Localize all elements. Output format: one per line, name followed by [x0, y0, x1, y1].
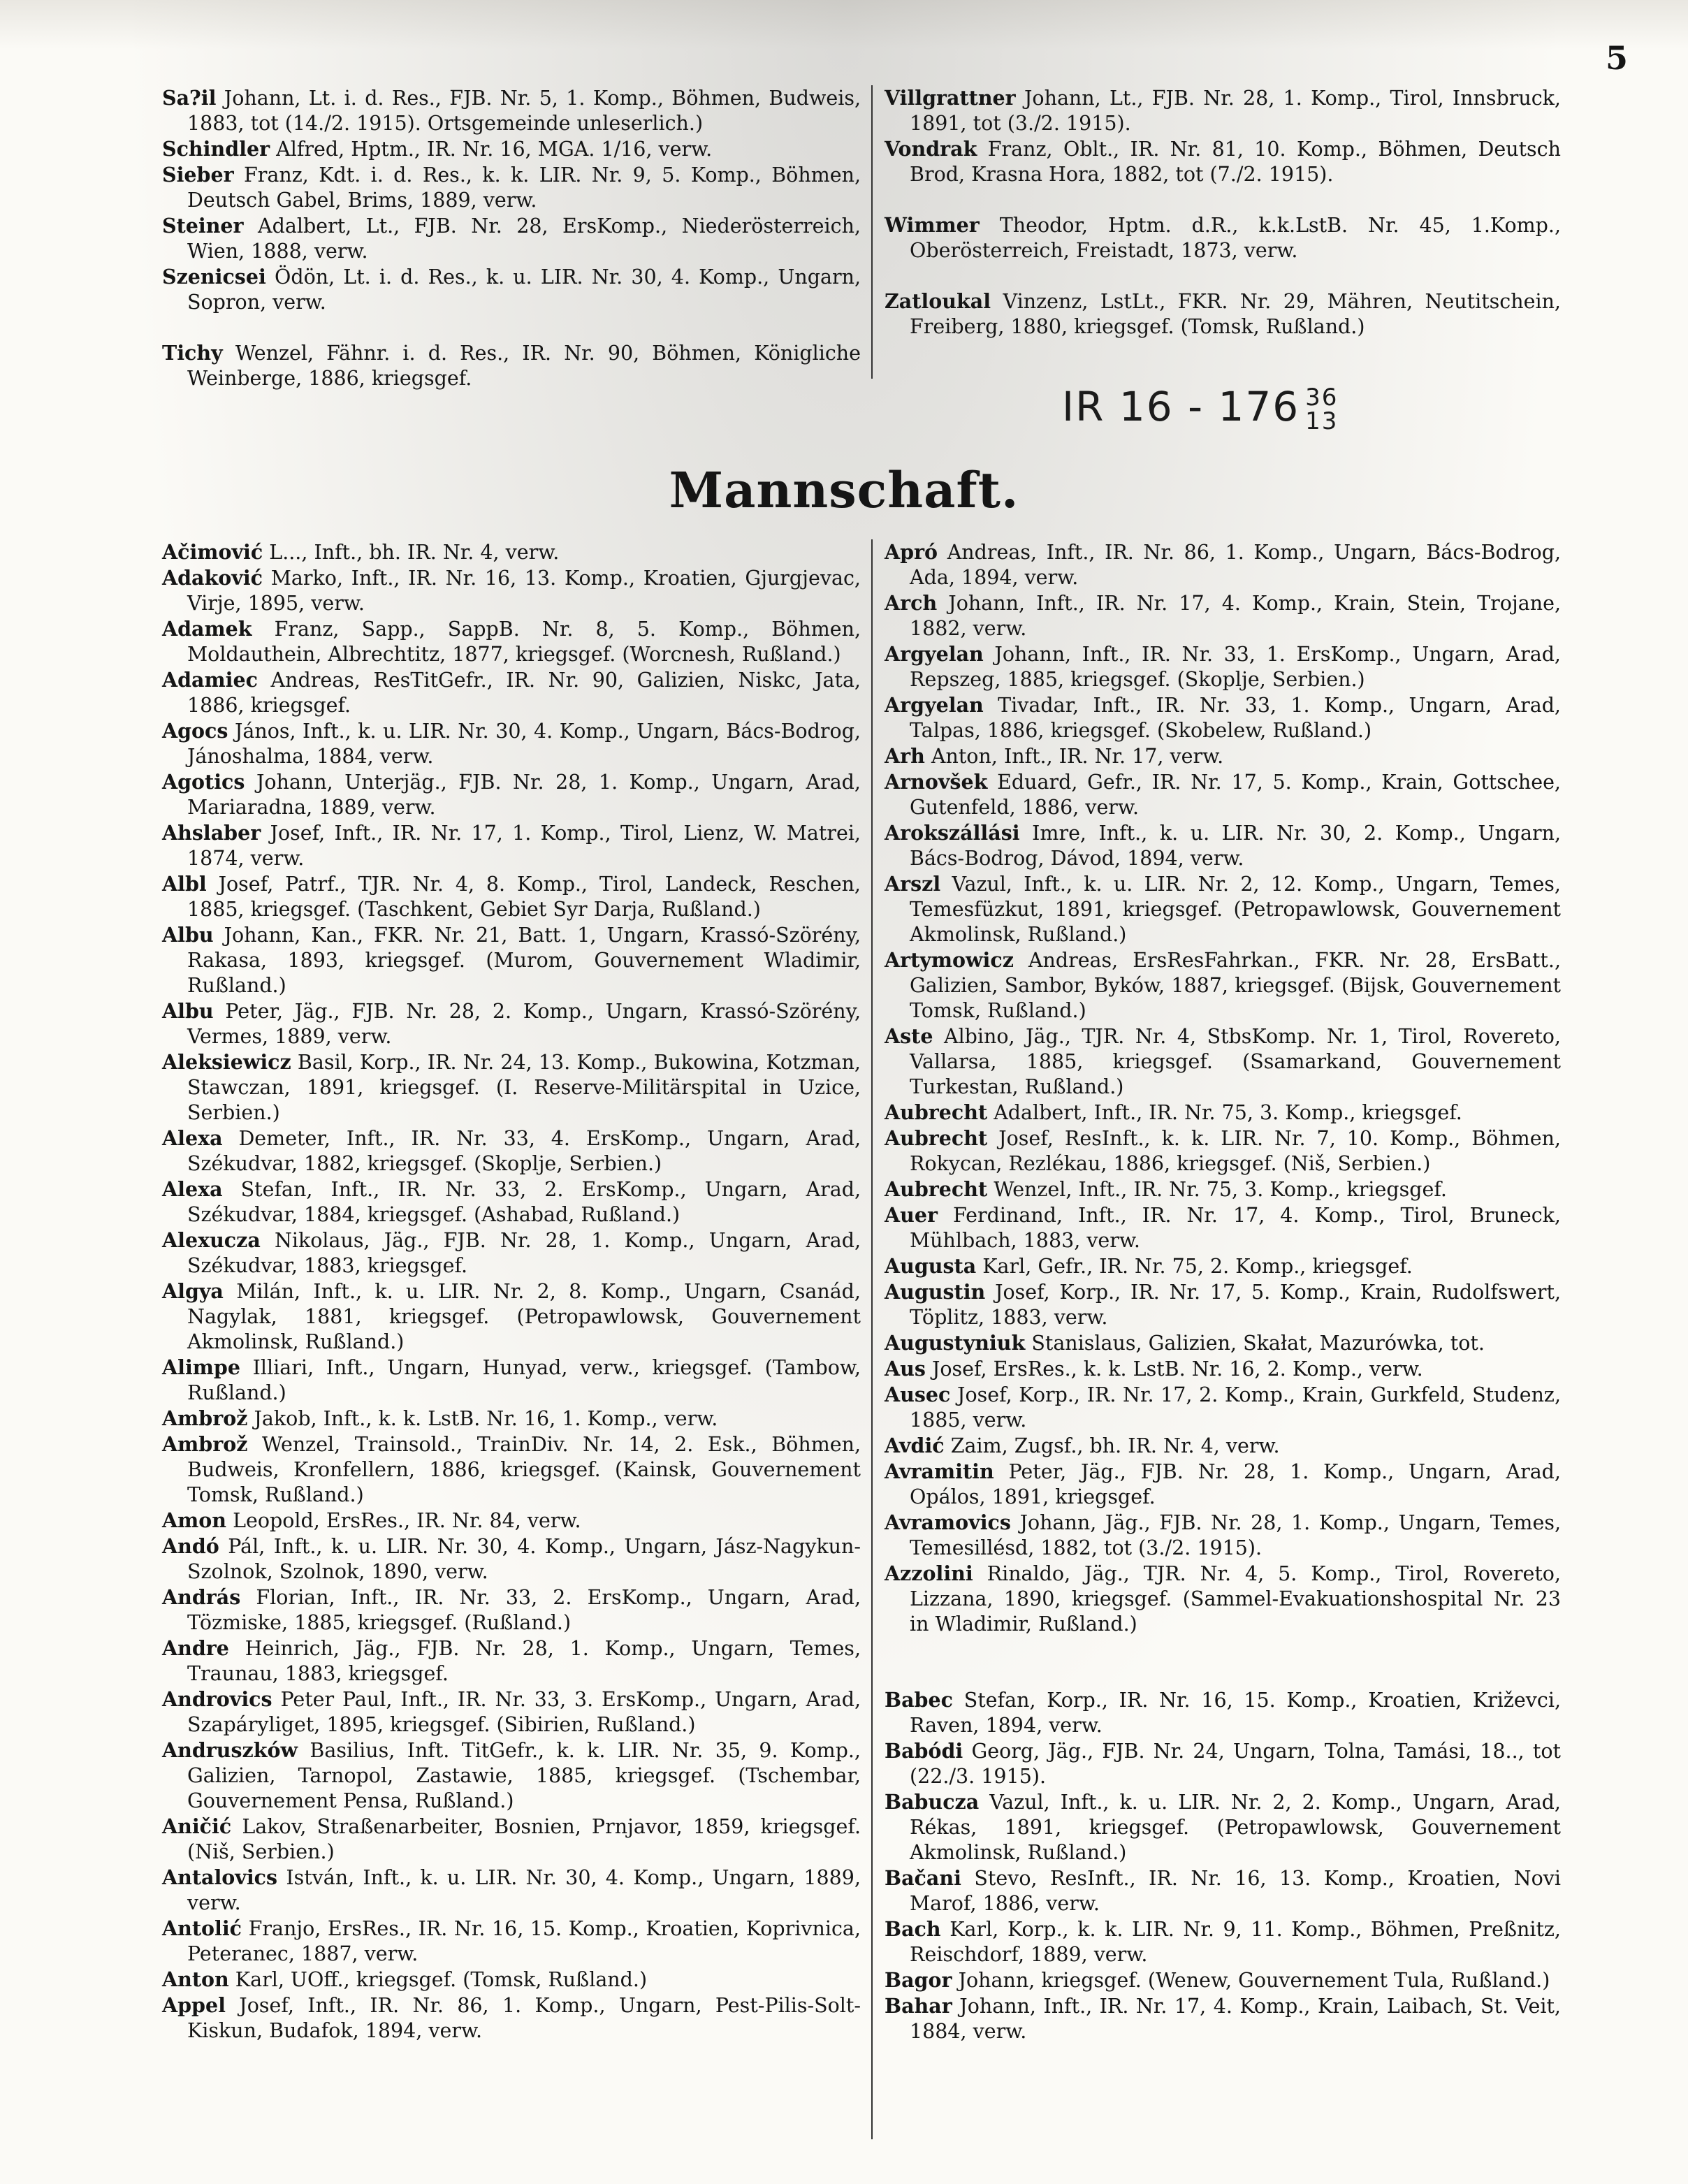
casualty-entry [162, 1993, 861, 2044]
entry-surname: András [162, 1585, 241, 1609]
casualty-entry [162, 1279, 861, 1355]
entry-details: Vazul, Inft., k. u. LIR. Nr. 2, 2. Komp., Ungarn, Arad, Rékas, 1891, kriegsgef. (Petropawlowsk, Gouvernement Akmolinsk, Rußland.) [910, 1791, 1561, 1864]
entry-spacer [162, 315, 861, 340]
entry-surname: Augusta [885, 1254, 977, 1278]
entry-details: Josef, Inft., IR. Nr. 17, 1. Komp., Tirol, Lienz, W. Matrei, 1874, verw. [187, 822, 861, 870]
entry-surname: Antalovics [162, 1865, 278, 1889]
entry-surname: Anton [162, 1967, 229, 1991]
entry-spacer [885, 1637, 1561, 1662]
entry-details: Heinrich, Jäg., FJB. Nr. 28, 1. Komp., Ungarn, Temes, Traunau, 1883, kriegsgef. [187, 1637, 861, 1685]
casualty-entry [885, 212, 1561, 263]
casualty-entry [162, 998, 861, 1049]
casualty-entry [885, 1738, 1561, 1789]
entry-details: Theodor, Hptm. d.R., k.k.LstB. Nr. 45, 1.Komp., Oberösterreich, Freistadt, 1873, verw. [910, 214, 1561, 262]
casualty-entry [162, 85, 861, 136]
entry-surname: Aubrecht [885, 1177, 988, 1201]
entry-details: Marko, Inft., IR. Nr. 16, 13. Komp., Kroatien, Gjurgjevac, Virje, 1895, verw. [187, 567, 861, 615]
casualty-entry [885, 136, 1561, 187]
entry-details: Johann, Unterjäg., FJB. Nr. 28, 1. Komp., Ungarn, Arad, Mariaradna, 1889, verw. [187, 771, 861, 819]
entry-surname: Alimpe [162, 1355, 240, 1379]
entry-surname: Tichy [162, 341, 223, 365]
entry-details: Ferdinand, Inft., IR. Nr. 17, 4. Komp., Tirol, Bruneck, Mühlbach, 1883, verw. [910, 1204, 1561, 1252]
entry-surname: Arokszállási [885, 821, 1020, 845]
entry-spacer [885, 1662, 1561, 1687]
casualty-entry [885, 769, 1561, 820]
casualty-entry [885, 1356, 1561, 1382]
entry-surname: Adamek [162, 617, 252, 641]
casualty-entry [162, 1865, 861, 1916]
entry-details: Josef, Inft., IR. Nr. 86, 1. Komp., Ungarn, Pest-Pilis-Solt-Kiskun, Budafok, 1894, verw. [187, 1994, 861, 2042]
entry-details: Florian, Inft., IR. Nr. 33, 2. ErsKomp., Ungarn, Arad, Tözmiske, 1885, kriegsgef. (Rußland.) [187, 1586, 861, 1634]
casualty-entry [162, 565, 861, 616]
entry-surname: Antolić [162, 1916, 242, 1940]
entry-details: L..., Inft., bh. IR. Nr. 4, verw. [269, 541, 560, 564]
entry-surname: Babódi [885, 1739, 963, 1763]
entry-surname: Apró [885, 540, 938, 564]
casualty-entry [885, 1253, 1561, 1279]
casualty-entry [162, 1916, 861, 1967]
entry-surname: Wimmer [885, 213, 980, 237]
entry-surname: Argyelan [885, 642, 984, 666]
casualty-entry [885, 743, 1561, 769]
casualty-entry [885, 692, 1561, 743]
casualty-entry [885, 1561, 1561, 1637]
entry-details: Johann, Jäg., FJB. Nr. 28, 1. Komp., Ungarn, Temes, Temesillésd, 1882, tot (3./2. 1915). [910, 1511, 1562, 1559]
entry-details: Johann, Lt., FJB. Nr. 28, 1. Komp., Tirol, Innsbruck, 1891, tot (3./2. 1915). [910, 87, 1561, 135]
casualty-entry [885, 947, 1561, 1024]
casualty-entry [885, 1459, 1561, 1510]
casualty-entry [162, 264, 861, 315]
entry-surname: Avramovics [885, 1510, 1011, 1534]
entry-details: Josef, Patrf., TJR. Nr. 4, 8. Komp., Tirol, Landeck, Reschen, 1885, kriegsgef. (Taschkent, Gebiet Syr Darja, Rußland.) [187, 873, 861, 921]
casualty-entry [162, 1687, 861, 1738]
entry-surname: Aubrecht [885, 1126, 988, 1150]
entry-details: Johann, kriegsgef. (Wenew, Gouvernement Tula, Rußland.) [958, 1969, 1550, 1992]
casualty-entry [885, 1279, 1561, 1330]
entry-details: Basil, Korp., IR. Nr. 24, 13. Komp., Bukowina, Kotzman, Stawczan, 1891, kriegsgef. (I. Reserve-Militärspital in Uzice, Serbien.) [187, 1051, 861, 1124]
entry-surname: Villgrattner [885, 86, 1016, 110]
entry-details: Tivadar, Inft., IR. Nr. 33, 1. Komp., Ungarn, Arad, Talpas, 1886, kriegsgef. (Skobelew, Rußland.) [910, 694, 1561, 742]
entry-surname: Andruszków [162, 1738, 298, 1762]
entry-details: Karl, UOff., kriegsgef. (Tomsk, Rußland.) [235, 1968, 648, 1991]
entry-details: Imre, Inft., k. u. LIR. Nr. 30, 2. Komp., Ungarn, Bács-Bodrog, Dávod, 1894, verw. [910, 822, 1561, 870]
casualty-entry [885, 1916, 1561, 1967]
casualty-entry [885, 1382, 1561, 1433]
casualty-entry [885, 289, 1561, 340]
entry-details: Franz, Oblt., IR. Nr. 81, 10. Komp., Böhmen, Deutsch Brod, Krasna Hora, 1882, tot (7./2. 1915). [910, 138, 1562, 186]
casualty-entry [162, 162, 861, 213]
casualty-entry [885, 1177, 1561, 1202]
entry-surname: Zatloukal [885, 289, 991, 313]
entry-details: János, Inft., k. u. LIR. Nr. 30, 4. Komp., Ungarn, Bács-Bodrog, Jánoshalma, 1884, verw. [187, 720, 861, 768]
entry-details: Jakob, Inft., k. k. LstB. Nr. 16, 1. Komp., verw. [254, 1407, 718, 1430]
casualty-entry [885, 820, 1561, 871]
casualty-entry [162, 539, 861, 565]
entry-surname: Adaković [162, 566, 263, 590]
entry-details: Peter Paul, Inft., IR. Nr. 33, 3. ErsKomp., Ungarn, Arad, Szapáryliget, 1895, kriegsgef. (Sibirien, Rußland.) [187, 1688, 861, 1736]
casualty-entry [162, 136, 861, 162]
entry-surname: Augustyniuk [885, 1331, 1026, 1355]
entry-details: Josef, ErsRes., k. k. LstB. Nr. 16, 2. Komp., verw. [931, 1357, 1423, 1381]
entry-surname: Babucza [885, 1790, 980, 1814]
casualty-entry [885, 1789, 1561, 1865]
entry-details: Vinzenz, LstLt., FKR. Nr. 29, Mähren, Neutitschein, Freiberg, 1880, kriegsgef. (Tomsk, Rußland.) [910, 290, 1561, 338]
entry-surname: Ambrož [162, 1406, 248, 1430]
entry-details: Andreas, Inft., IR. Nr. 86, 1. Komp., Ungarn, Bács-Bodrog, Ada, 1894, verw. [910, 541, 1561, 589]
entry-details: Franz, Kdt. i. d. Res., k. k. LIR. Nr. 9, 5. Komp., Böhmen, Deutsch Gabel, Brims, 1889, verw. [187, 163, 861, 212]
handwritten-note-text: IR 16 - 176 [1062, 383, 1300, 430]
casualty-entry [162, 1585, 861, 1636]
entry-details: Anton, Inft., IR. Nr. 17, verw. [931, 745, 1224, 768]
entry-details: Nikolaus, Jäg., FJB. Nr. 28, 1. Komp., Ungarn, Arad, Székudvar, 1883, kriegsgef. [187, 1229, 861, 1277]
casualty-entry [162, 769, 861, 820]
entry-details: Albino, Jäg., TJR. Nr. 4, StbsKomp. Nr. 1, Tirol, Rovereto, Vallarsa, 1885, kriegsgef. (Ssamarkand, Gouvernement Turkestan, Rußland.) [910, 1025, 1561, 1098]
entry-surname: Agotics [162, 770, 245, 794]
casualty-entry [885, 1967, 1561, 1993]
entry-surname: Aničić [162, 1814, 232, 1838]
entry-details: Eduard, Gefr., IR. Nr. 17, 5. Komp., Krain, Gottschee, Gutenfeld, 1886, verw. [910, 771, 1561, 819]
section-heading: Mannschaft. [669, 461, 1019, 519]
entry-details: Demeter, Inft., IR. Nr. 33, 4. ErsKomp., Ungarn, Arad, Székudvar, 1882, kriegsgef. (Skoplje, Serbien.) [187, 1127, 861, 1175]
entry-details: Josef, ResInft., k. k. LIR. Nr. 7, 10. Komp., Böhmen, Rokycan, Rezlékau, 1886, kriegsgef. (Niš, Serbien.) [910, 1127, 1561, 1175]
entry-surname: Alexa [162, 1126, 223, 1150]
entry-details: Peter, Jäg., FJB. Nr. 28, 2. Komp., Ungarn, Krassó-Szörény, Vermes, 1889, verw. [187, 1000, 861, 1048]
casualty-entry [885, 1433, 1561, 1459]
officers-column-left [162, 85, 861, 391]
casualty-entry [885, 1202, 1561, 1253]
entry-surname: Vondrak [885, 137, 977, 161]
casualty-entry [885, 1687, 1561, 1738]
entry-details: Stefan, Inft., IR. Nr. 33, 2. ErsKomp., Ungarn, Arad, Székudvar, 1884, kriegsgef. (Ashabad, Rußland.) [187, 1178, 861, 1226]
entry-surname: Bach [885, 1917, 941, 1941]
casualty-entry [162, 871, 861, 922]
entry-details: Leopold, ErsRes., IR. Nr. 84, verw. [233, 1509, 581, 1532]
entry-surname: Bačani [885, 1866, 961, 1890]
entry-surname: Szenicsei [162, 265, 266, 289]
entry-surname: Arnovšek [885, 770, 988, 794]
casualty-entry [885, 1993, 1561, 2044]
casualty-entry [162, 1534, 861, 1585]
entry-details: Zaim, Zugsf., bh. IR. Nr. 4, verw. [950, 1434, 1280, 1457]
casualty-entry [885, 871, 1561, 947]
entry-details: Stefan, Korp., IR. Nr. 16, 15. Komp., Kroatien, Križevci, Raven, 1894, verw. [910, 1689, 1562, 1737]
mannschaft-column-right [885, 539, 1561, 2044]
entry-surname: Albu [162, 999, 214, 1023]
casualty-entry [162, 1636, 861, 1687]
entry-surname: Sieber [162, 163, 234, 187]
entry-surname: Amon [162, 1508, 226, 1532]
entry-details: Josef, Korp., IR. Nr. 17, 2. Komp., Krain, Gurkfeld, Studenz, 1885, verw. [910, 1383, 1562, 1432]
casualty-entry [885, 1330, 1561, 1356]
casualty-entry [885, 1510, 1561, 1561]
entry-details: Franz, Sapp., SappB. Nr. 8, 5. Komp., Böhmen, Moldauthein, Albrechtitz, 1877, kriegsgef. (Worcnesh, Rußland.) [187, 618, 861, 666]
entry-spacer [885, 263, 1561, 289]
entry-surname: Avramitin [885, 1459, 994, 1483]
entry-surname: Azzolini [885, 1561, 973, 1585]
entry-surname: Bagor [885, 1968, 952, 1992]
entry-surname: Aus [885, 1357, 926, 1381]
entry-surname: Augustin [885, 1280, 986, 1304]
entry-surname: Andre [162, 1636, 229, 1660]
entry-details: Peter, Jäg., FJB. Nr. 28, 1. Komp., Ungarn, Arad, Opálos, 1891, kriegsgef. [910, 1460, 1561, 1508]
entry-details: Alfred, Hptm., IR. Nr. 16, MGA. 1/16, verw. [276, 138, 713, 161]
entry-details: Karl, Korp., k. k. LIR. Nr. 9, 11. Komp., Böhmen, Preßnitz, Reischdorf, 1889, verw. [910, 1918, 1561, 1966]
entry-surname: Alexa [162, 1177, 223, 1201]
entry-details: Johann, Inft., IR. Nr. 17, 4. Komp., Krain, Laibach, St. Veit, 1884, verw. [910, 1995, 1561, 2043]
entry-details: Andreas, ErsResFahrkan., FKR. Nr. 28, ErsBatt., Galizien, Sambor, Byków, 1887, kriegsgef. (Bijsk, Gouvernement Tomsk, Rußland.) [910, 949, 1562, 1022]
entry-details: Johann, Inft., IR. Nr. 17, 4. Komp., Krain, Stein, Trojane, 1882, verw. [910, 592, 1562, 640]
casualty-entry [162, 1406, 861, 1432]
entry-surname: Ačimović [162, 540, 263, 564]
casualty-entry [162, 1126, 861, 1177]
entry-details: Stanislaus, Galizien, Skałat, Mazurówka, tot. [1031, 1332, 1485, 1355]
casualty-entry [885, 1126, 1561, 1177]
entry-surname: Ausec [885, 1383, 951, 1406]
casualty-entry [162, 718, 861, 769]
mannschaft-column-left [162, 539, 861, 2044]
entry-details: Johann, Lt. i. d. Res., FJB. Nr. 5, 1. Komp., Böhmen, Budweis, 1883, tot (14./2. 1915). Ortsgemeinde unleserlich.) [187, 87, 861, 135]
casualty-entry [162, 820, 861, 871]
entry-surname: Adamiec [162, 668, 258, 692]
entry-details: Andreas, ResTitGefr., IR. Nr. 90, Galizien, Niskc, Jata, 1886, kriegsgef. [187, 669, 861, 717]
fraction-top: 36 [1305, 383, 1339, 412]
entry-surname: Androvics [162, 1687, 272, 1711]
entry-details: Vazul, Inft., k. u. LIR. Nr. 2, 12. Komp., Ungarn, Temes, Temesfüzkut, 1891, kriegsgef. (Petropawlowsk, Gouvernement Akmolinsk, Rußland.) [910, 873, 1561, 946]
entry-surname: Aubrecht [885, 1100, 988, 1124]
handwritten-note [1062, 383, 1338, 433]
casualty-entry [162, 1177, 861, 1228]
casualty-entry [162, 213, 861, 264]
entry-details: Adalbert, Lt., FJB. Nr. 28, ErsKomp., Niederösterreich, Wien, 1888, verw. [187, 214, 861, 263]
fraction-bottom: 13 [1305, 407, 1339, 435]
entry-details: Milán, Inft., k. u. LIR. Nr. 2, 8. Komp., Ungarn, Csanád, Nagylak, 1881, kriegsgef. (Petropawlowsk, Gouvernement Akmolinsk, Rußland.) [187, 1280, 861, 1353]
entry-surname: Avdić [885, 1434, 945, 1457]
casualty-entry [162, 340, 861, 391]
entry-spacer [885, 187, 1561, 212]
casualty-entry [162, 1432, 861, 1508]
casualty-entry [885, 1024, 1561, 1100]
officers-column-right [885, 85, 1561, 340]
entry-surname: Aste [885, 1024, 933, 1048]
casualty-entry [885, 590, 1561, 641]
entry-details: Basilius, Inft. TitGefr., k. k. LIR. Nr. 35, 9. Komp., Galizien, Tarnopol, Zastawie, 1885, kriegsgef. (Tschembar, Gouvernement Pensa, Rußland.) [187, 1739, 861, 1812]
entry-details: Wenzel, Fähnr. i. d. Res., IR. Nr. 90, Böhmen, Königliche Weinberge, 1886, kriegsgef. [187, 342, 861, 390]
casualty-entry [162, 1049, 861, 1126]
entry-surname: Aleksiewicz [162, 1050, 291, 1074]
entry-details: Ödön, Lt. i. d. Res., k. u. LIR. Nr. 30, 4. Komp., Ungarn, Sopron, verw. [187, 265, 861, 314]
entry-details: Adalbert, Inft., IR. Nr. 75, 3. Komp., kriegsgef. [994, 1101, 1462, 1124]
entry-details: Georg, Jäg., FJB. Nr. 24, Ungarn, Tolna, Tamási, 18.., tot (22./3. 1915). [910, 1740, 1561, 1788]
casualty-entry [162, 1228, 861, 1279]
casualty-entry [885, 641, 1561, 692]
entry-details: Rinaldo, Jäg., TJR. Nr. 4, 5. Komp., Tirol, Rovereto, Lizzana, 1890, kriegsgef. (Sammel-Evakuationshospital Nr. 23 in Wladimir, Rußland.) [910, 1562, 1561, 1636]
casualty-entry [162, 1355, 861, 1406]
entry-details: Illiari, Inft., Ungarn, Hunyad, verw., kriegsgef. (Tambow, Rußland.) [187, 1356, 861, 1404]
entry-details: Wenzel, Inft., IR. Nr. 75, 3. Komp., kriegsgef. [994, 1178, 1447, 1201]
entry-surname: Alexucza [162, 1228, 261, 1252]
entry-surname: Albu [162, 923, 214, 947]
entry-details: Johann, Inft., IR. Nr. 33, 1. ErsKomp., Ungarn, Arad, Repszeg, 1885, kriegsgef. (Skoplje, Serbien.) [910, 643, 1561, 691]
entry-surname: Argyelan [885, 693, 984, 717]
entry-details: Lakov, Straßenarbeiter, Bosnien, Prnjavor, 1859, kriegsgef. (Niš, Serbien.) [187, 1815, 861, 1863]
entry-surname: Arh [885, 744, 925, 768]
entry-surname: Steiner [162, 214, 244, 238]
entry-details: Franjo, ErsRes., IR. Nr. 16, 15. Komp., Kroatien, Koprivnica, Peteranec, 1887, verw. [187, 1917, 861, 1965]
casualty-entry [885, 539, 1561, 590]
casualty-entry [885, 1100, 1561, 1126]
handwritten-note-fraction [1305, 383, 1339, 435]
entry-surname: Agocs [162, 719, 228, 743]
casualty-entry [162, 1508, 861, 1534]
entry-surname: Arszl [885, 872, 941, 896]
casualty-entry [162, 616, 861, 667]
entry-details: Josef, Korp., IR. Nr. 17, 5. Komp., Krain, Rudolfswert, Töplitz, 1883, verw. [910, 1281, 1561, 1329]
casualty-entry [162, 922, 861, 998]
entry-surname: Ambrož [162, 1432, 248, 1456]
entry-details: István, Inft., k. u. LIR. Nr. 30, 4. Komp., Ungarn, 1889, verw. [187, 1866, 861, 1914]
casualty-entry [162, 1738, 861, 1814]
entry-surname: Appel [162, 1993, 226, 2017]
entry-surname: Ahslaber [162, 821, 261, 845]
entry-details: Karl, Gefr., IR. Nr. 75, 2. Komp., kriegsgef. [982, 1255, 1413, 1278]
entry-surname: Sa?il [162, 86, 217, 110]
casualty-entry [162, 1814, 861, 1865]
entry-surname: Bahar [885, 1994, 952, 2018]
column-divider-top [871, 85, 873, 379]
casualty-entry [162, 1967, 861, 1993]
entry-surname: Auer [885, 1203, 938, 1227]
column-divider-bottom [871, 539, 873, 2139]
entry-details: Johann, Kan., FKR. Nr. 21, Batt. 1, Ungarn, Krassó-Szörény, Rakasa, 1893, kriegsgef. (Murom, Gouvernement Wladimir, Rußland.) [187, 924, 861, 997]
entry-surname: Andó [162, 1534, 219, 1558]
entry-surname: Algya [162, 1279, 224, 1303]
entry-details: Stevo, ResInft., IR. Nr. 16, 13. Komp., Kroatien, Novi Marof, 1886, verw. [910, 1867, 1561, 1915]
casualty-entry [162, 667, 861, 718]
page-number: 5 [1605, 39, 1628, 77]
casualty-entry [885, 1865, 1561, 1916]
casualty-entry [885, 85, 1561, 136]
entry-details: Wenzel, Trainsold., TrainDiv. Nr. 14, 2. Esk., Böhmen, Budweis, Kronfellern, 1886, kriegsgef. (Kainsk, Gouvernement Tomsk, Rußland.) [187, 1433, 861, 1506]
entry-surname: Schindler [162, 137, 270, 161]
entry-details: Pál, Inft., k. u. LIR. Nr. 30, 4. Komp., Ungarn, Jász-Nagykun-Szolnok, Szolnok, 1890, verw. [187, 1535, 861, 1583]
entry-surname: Artymowicz [885, 948, 1014, 972]
entry-surname: Albl [162, 872, 207, 896]
entry-surname: Arch [885, 591, 938, 615]
entry-surname: Babec [885, 1688, 953, 1712]
